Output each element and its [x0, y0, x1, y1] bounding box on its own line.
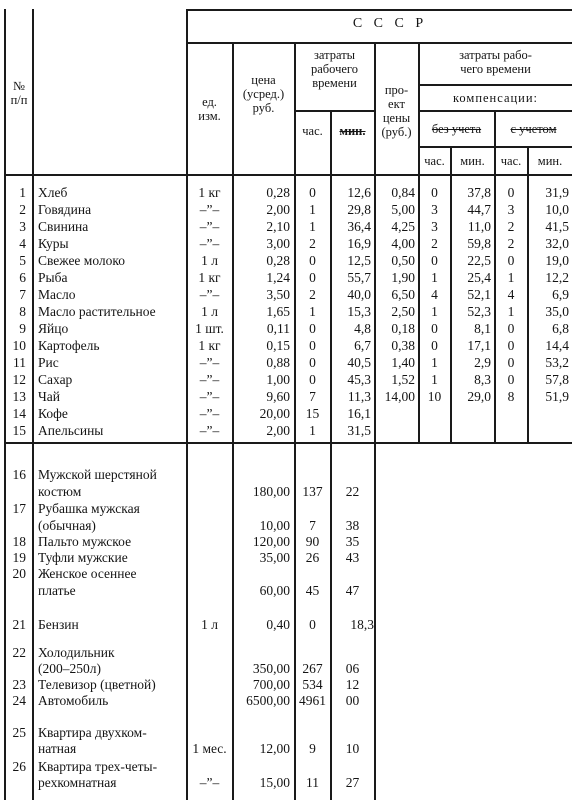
row-hours-with: 0 — [507, 372, 515, 387]
row-number: 14 — [12, 406, 26, 421]
hline-labor — [294, 110, 374, 112]
header-labor2-line1: затраты рабо- — [459, 48, 532, 62]
header-unit-line1: ед. — [202, 95, 217, 109]
row-name: Квартира трех-четы- — [38, 759, 158, 774]
row-minutes: 16,9 — [347, 236, 371, 251]
row-minutes: 12 — [345, 677, 360, 692]
header-hours-3: час. — [500, 154, 522, 168]
row-number: 25 — [12, 725, 26, 740]
header-labor2-line2: чего времени — [460, 62, 531, 76]
row-hours-with: 8 — [507, 389, 515, 404]
row-name: Автомобиль — [38, 693, 109, 708]
row-name: Масло — [38, 287, 76, 302]
row-minutes-with: 6,9 — [552, 287, 569, 302]
row-hours-without: 1 — [431, 304, 438, 319]
row-unit: 1 л — [201, 617, 218, 632]
row-name-cont: (200–250л) — [38, 661, 101, 676]
row-hours-without: 1 — [431, 270, 438, 285]
row-hours: 0 — [309, 253, 316, 268]
row-name: Хлеб — [38, 185, 68, 200]
row-minutes: 10 — [345, 741, 360, 756]
row-price: 3,50 — [266, 287, 290, 302]
row-hours-without: 0 — [431, 185, 438, 200]
row-price: 60,00 — [259, 583, 290, 598]
row-number: 9 — [19, 321, 26, 336]
row-name: Куры — [38, 236, 69, 251]
row-name: Говядина — [38, 202, 92, 217]
row-hours-without: 1 — [431, 355, 438, 370]
row-hours-without: 0 — [431, 338, 438, 353]
row-price: 0,40 — [266, 617, 290, 632]
row-price: 350,00 — [252, 661, 290, 676]
row-price: 3,00 — [266, 236, 290, 251]
row-name-cont: натная — [38, 741, 77, 756]
row-minutes-with: 12,2 — [545, 270, 569, 285]
row-hours-without: 0 — [431, 321, 438, 336]
row-hours: 0 — [309, 372, 316, 387]
row-minutes-without: 52,1 — [467, 287, 491, 302]
row-minutes-without: 37,8 — [467, 185, 491, 200]
row-hours: 45 — [305, 583, 320, 598]
row-number: 7 — [19, 287, 26, 302]
row-minutes: 38 — [345, 518, 360, 533]
row-number: 6 — [19, 270, 26, 285]
row-project-price: 0,50 — [391, 253, 415, 268]
row-minutes: 12,6 — [347, 185, 371, 200]
row-minutes: 27 — [345, 775, 360, 790]
row-price: 1,24 — [266, 270, 290, 285]
row-hours-without: 1 — [431, 372, 438, 387]
row-project-price: 1,52 — [391, 372, 415, 387]
row-hours-without: 3 — [431, 202, 438, 217]
row-number: 5 — [19, 253, 26, 268]
row-price: 1,65 — [266, 304, 290, 319]
row-minutes-with: 51,9 — [545, 389, 569, 404]
row-unit: –”– — [199, 202, 220, 217]
row-minutes-with: 6,8 — [552, 321, 569, 336]
row-name: Бензин — [38, 617, 79, 632]
row-minutes-with: 31,9 — [545, 185, 569, 200]
row-minutes-with: 19,0 — [545, 253, 569, 268]
row-minutes: 29,8 — [347, 202, 371, 217]
row-number: 19 — [12, 550, 26, 565]
header-minutes-3: мин. — [537, 154, 563, 168]
row-minutes: 43 — [345, 550, 360, 565]
row-project-price: 0,84 — [391, 185, 415, 200]
row-name: Чай — [38, 389, 60, 404]
hline-section — [4, 442, 572, 444]
row-minutes: 47 — [345, 583, 360, 598]
row-name-cont: костюм — [38, 484, 82, 499]
row-hours-with: 0 — [507, 321, 515, 336]
header-without: без учета — [431, 122, 482, 136]
row-hours: 9 — [309, 741, 316, 756]
row-minutes-without: 52,3 — [467, 304, 491, 319]
row-number: 21 — [12, 617, 26, 632]
row-minutes: 45,3 — [347, 372, 371, 387]
row-minutes-with: 10,0 — [545, 202, 569, 217]
row-hours: 11 — [306, 775, 319, 790]
row-hours: 0 — [309, 185, 316, 200]
header-n-line1: № — [13, 79, 25, 93]
row-minutes: 06 — [345, 661, 360, 676]
header-with: с учетом — [510, 122, 557, 136]
header-minutes-1: мин. — [339, 124, 366, 138]
row-minutes: 22 — [345, 484, 360, 499]
row-name: Квартира двухком- — [38, 725, 147, 740]
row-hours-with: 2 — [507, 219, 515, 234]
row-number: 2 — [19, 202, 26, 217]
row-minutes: 6,7 — [354, 338, 371, 353]
row-price: 0,28 — [266, 253, 290, 268]
row-hours: 0 — [309, 338, 316, 353]
row-hours: 1 — [309, 304, 316, 319]
row-hours-without: 10 — [427, 389, 442, 404]
header-n-line2: п/п — [10, 93, 28, 107]
row-name-cont: (обычная) — [38, 518, 96, 533]
header-labor-line3: времени — [312, 76, 357, 90]
row-price: 0,28 — [266, 185, 290, 200]
row-minutes-without: 17,1 — [467, 338, 491, 353]
row-project-price: 6,50 — [391, 287, 415, 302]
row-hours-without: 2 — [431, 236, 438, 251]
row-price: 120,00 — [252, 534, 290, 549]
row-name: Рис — [38, 355, 59, 370]
row-unit: 1 л — [201, 304, 218, 319]
row-price: 12,00 — [259, 741, 290, 756]
row-minutes-with: 41,5 — [545, 219, 569, 234]
row-minutes: 15,3 — [347, 304, 371, 319]
row-unit: –”– — [199, 406, 220, 421]
row-hours-with: 4 — [507, 287, 515, 302]
row-hours: 0 — [309, 321, 316, 336]
row-price: 2,00 — [266, 423, 290, 438]
row-minutes-without: 8,3 — [474, 372, 491, 387]
header-proj-line2: ект — [388, 97, 405, 111]
row-name: Свинина — [38, 219, 89, 234]
row-hours: 1 — [309, 202, 316, 217]
row-hours: 7 — [309, 389, 316, 404]
row-minutes: 4,8 — [354, 321, 371, 336]
row-project-price: 5,00 — [391, 202, 415, 217]
row-number: 8 — [19, 304, 26, 319]
row-unit: 1 л — [201, 253, 218, 268]
row-number: 16 — [12, 467, 26, 482]
header-compensation: компенсации: — [452, 91, 539, 105]
row-price: 700,00 — [252, 677, 290, 692]
row-hours: 0 — [309, 270, 316, 285]
header-proj-line3: цены — [382, 111, 411, 125]
row-minutes-with: 14,4 — [545, 338, 569, 353]
row-price: 10,00 — [259, 518, 290, 533]
row-name: Картофель — [38, 338, 100, 353]
row-minutes: 40,0 — [347, 287, 371, 302]
row-name-cont: платье — [38, 583, 76, 598]
row-unit: 1 мес. — [192, 741, 227, 756]
header-labor-line2: рабочего — [311, 62, 358, 76]
row-price: 9,60 — [266, 389, 290, 404]
row-hours: 90 — [305, 534, 320, 549]
row-price: 6500,00 — [246, 693, 290, 708]
row-name: Яйцо — [38, 321, 69, 336]
row-hours-without: 3 — [431, 219, 438, 234]
row-price: 20,00 — [259, 406, 290, 421]
row-name: Апельсины — [38, 423, 104, 438]
row-number: 12 — [12, 372, 26, 387]
row-minutes-with: 35,0 — [545, 304, 569, 319]
row-project-price: 1,40 — [391, 355, 415, 370]
row-unit: 1 шт. — [195, 321, 224, 336]
row-minutes: 12,5 — [347, 253, 371, 268]
row-price: 0,11 — [266, 321, 290, 336]
row-minutes: 55,7 — [347, 270, 371, 285]
row-number: 1 — [19, 185, 26, 200]
row-number: 17 — [12, 501, 26, 516]
row-hours-with: 1 — [507, 270, 515, 285]
row-hours-with: 0 — [507, 338, 515, 353]
row-hours: 2 — [309, 287, 316, 302]
row-hours-with: 2 — [507, 236, 515, 251]
row-number: 15 — [12, 423, 26, 438]
row-minutes: 35 — [345, 534, 360, 549]
row-unit: 1 кг — [198, 270, 221, 285]
row-number: 11 — [13, 355, 26, 370]
header-country: С С С Р — [352, 16, 428, 31]
row-unit: –”– — [199, 236, 220, 251]
vline-minutes — [374, 42, 376, 800]
row-minutes: 18,3 — [350, 617, 374, 632]
header-hours-2: час. — [424, 154, 445, 168]
row-minutes-without: 8,1 — [474, 321, 491, 336]
row-hours: 7 — [309, 518, 316, 533]
row-number: 4 — [19, 236, 26, 251]
row-hours-without: 4 — [431, 287, 438, 302]
vline-left-2 — [32, 9, 34, 800]
row-hours: 2 — [309, 236, 316, 251]
row-name: Холодильник — [38, 645, 115, 660]
row-number: 26 — [12, 759, 26, 774]
row-name: Туфли мужские — [38, 550, 128, 565]
row-number: 23 — [12, 677, 26, 692]
row-minutes-with: 57,8 — [545, 372, 569, 387]
row-unit: –”– — [199, 372, 220, 387]
row-minutes: 16,1 — [347, 406, 371, 421]
header-labor-line1: затраты — [313, 48, 356, 62]
row-hours: 534 — [302, 677, 323, 692]
header-price-line2: (усред.) — [242, 87, 285, 101]
row-name: Масло растительное — [38, 304, 156, 319]
row-price: 2,10 — [266, 219, 290, 234]
row-name: Свежее молоко — [38, 253, 126, 268]
row-price: 15,00 — [259, 775, 290, 790]
row-minutes-without: 29,0 — [467, 389, 491, 404]
row-price: 0,88 — [266, 355, 290, 370]
row-project-price: 0,38 — [391, 338, 415, 353]
row-number: 3 — [19, 219, 26, 234]
row-name: Кофе — [38, 406, 68, 421]
row-hours: 15 — [305, 406, 320, 421]
row-project-price: 4,00 — [391, 236, 415, 251]
row-hours: 267 — [302, 661, 323, 676]
vline-name — [186, 9, 188, 800]
row-hours: 26 — [305, 550, 320, 565]
row-price: 180,00 — [252, 484, 290, 499]
row-name: Сахар — [38, 372, 73, 387]
row-minutes: 40,5 — [347, 355, 371, 370]
row-name: Рыба — [38, 270, 68, 285]
header-price-line1: цена — [251, 73, 276, 87]
row-minutes: 36,4 — [347, 219, 371, 234]
row-project-price: 0,18 — [391, 321, 415, 336]
row-hours: 0 — [309, 355, 316, 370]
header-proj-line4: (руб.) — [381, 125, 412, 139]
row-price: 2,00 — [266, 202, 290, 217]
row-number: 24 — [12, 693, 26, 708]
row-minutes-without: 44,7 — [467, 202, 491, 217]
row-project-price: 1,90 — [391, 270, 415, 285]
row-minutes-without: 59,8 — [467, 236, 491, 251]
header-proj-line1: про- — [384, 83, 409, 97]
row-minutes-without: 25,4 — [467, 270, 491, 285]
row-project-price: 2,50 — [391, 304, 415, 319]
row-hours-with: 0 — [507, 253, 515, 268]
row-hours-with: 0 — [507, 355, 515, 370]
row-price: 1,00 — [266, 372, 290, 387]
header-unit-line2: изм. — [198, 109, 221, 123]
row-hours-without: 0 — [431, 253, 438, 268]
row-name: Рубашка мужская — [38, 501, 140, 516]
header-hours-1: час. — [302, 124, 323, 138]
row-number: 13 — [12, 389, 26, 404]
row-price: 35,00 — [259, 550, 290, 565]
row-unit: –”– — [199, 219, 220, 234]
row-minutes-without: 2,9 — [474, 355, 491, 370]
row-hours: 4961 — [299, 693, 326, 708]
row-hours-with: 3 — [507, 202, 515, 217]
hline-comp-top — [418, 84, 572, 86]
row-minutes-without: 22,5 — [467, 253, 491, 268]
row-minutes: 00 — [345, 693, 360, 708]
row-hours-with: 1 — [507, 304, 515, 319]
row-minutes-with: 53,2 — [545, 355, 569, 370]
row-hours: 1 — [309, 423, 316, 438]
row-unit: 1 кг — [198, 185, 221, 200]
row-project-price: 4,25 — [391, 219, 415, 234]
row-name: Телевизор (цветной) — [38, 677, 156, 692]
row-unit: –”– — [199, 423, 220, 438]
top-border — [186, 9, 572, 11]
hline-country — [186, 42, 572, 44]
hline-header-bottom — [4, 174, 572, 176]
row-minutes: 11,3 — [347, 389, 371, 404]
row-price: 0,15 — [266, 338, 290, 353]
row-unit: 1 кг — [198, 338, 221, 353]
header-minutes-2: мин. — [460, 154, 485, 168]
row-unit: –”– — [199, 355, 220, 370]
row-minutes: 31,5 — [347, 423, 371, 438]
row-unit: –”– — [199, 287, 220, 302]
row-number: 20 — [12, 566, 26, 581]
row-hours: 137 — [302, 484, 323, 499]
hline-comp-hm — [418, 146, 572, 148]
row-minutes-without: 11,0 — [467, 219, 491, 234]
row-hours-with: 0 — [507, 185, 515, 200]
row-minutes-with: 32,0 — [545, 236, 569, 251]
row-number: 10 — [12, 338, 26, 353]
row-name: Женское осеннее — [38, 566, 137, 581]
row-number: 22 — [12, 645, 26, 660]
row-project-price: 14,00 — [384, 389, 415, 404]
row-number: 18 — [12, 534, 26, 549]
row-unit: –”– — [199, 389, 220, 404]
row-hours: 0 — [309, 617, 316, 632]
row-unit: –”– — [199, 775, 220, 790]
row-name: Мужской шерстяной — [38, 467, 157, 482]
hline-comp-sub — [418, 110, 572, 112]
row-name-cont: рехкомнатная — [38, 775, 117, 790]
row-name: Пальто мужское — [38, 534, 132, 549]
row-hours: 1 — [309, 219, 316, 234]
header-price-line3: руб. — [252, 101, 275, 115]
